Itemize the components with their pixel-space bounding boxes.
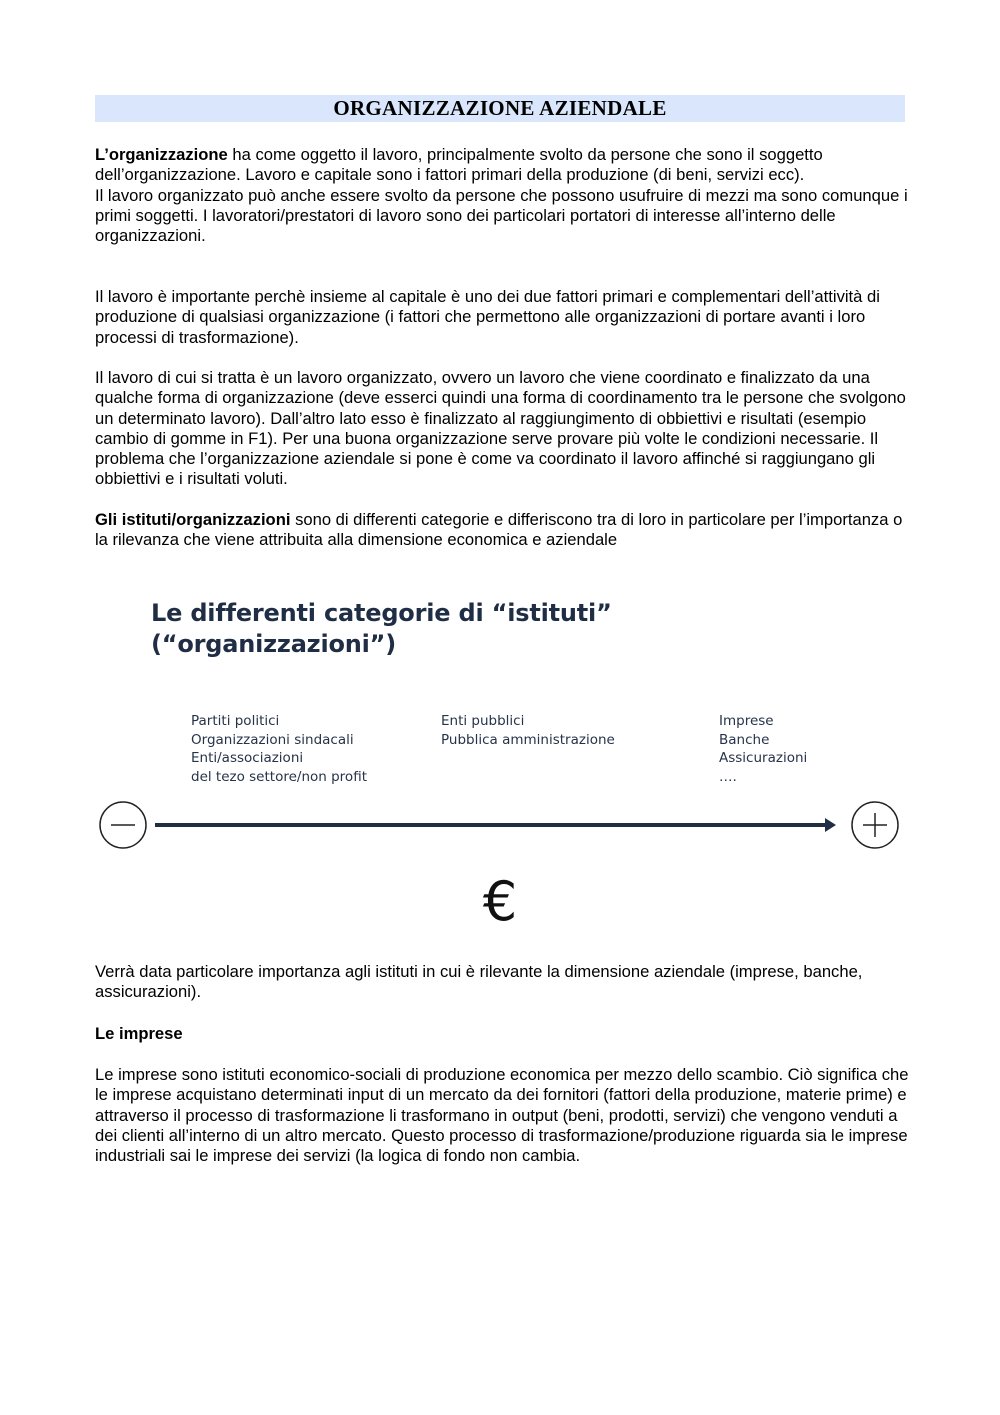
istituti-text-container (95, 510, 910, 551)
category-item: Imprese (719, 713, 774, 729)
intro-bold-term: L’organizzazione (95, 145, 228, 164)
imprese-heading (95, 1024, 910, 1044)
category-item: …. (719, 768, 737, 785)
istituti-paragraph (95, 510, 910, 551)
categories-slide (95, 588, 905, 945)
page-title: ORGANIZZAZIONE AZIENDALE (95, 95, 905, 122)
category-item: Enti pubblici (441, 713, 525, 729)
intro-paragraph-2: Il lavoro organizzato può anche essere svolto da persone che possono usufruire di mezzi ma sono comunque i primi soggetti. I lavoratori/prestatori di lavoro sono dei particolari portatori di interesse all’interno delle organizzazioni. (95, 185, 908, 246)
istituti-text: sono di differenti categorie e differiscono tra di loro in particolare per l’importanza o la rilevanza che viene attribuita alla dimensione economica e aziendale (95, 510, 903, 550)
imprese-paragraph (95, 1065, 910, 1166)
arrow-head-icon (825, 818, 836, 832)
after-slide-paragraph (95, 962, 910, 1003)
intro-text: ha come oggetto il lavoro, principalmente svolto da persone che sono il soggetto dell’organizzazione. Lavoro e capitale sono i fattori primari della produzione (di beni, servizi ecc). (95, 145, 823, 185)
category-item: Banche (719, 731, 770, 748)
istituti-bold-term: Gli istituti/organizzazioni (95, 510, 291, 529)
intro-paragraph-1 (95, 145, 910, 186)
intro-section (95, 145, 910, 246)
slide-title-line-2: (“organizzazioni”) (151, 630, 397, 658)
imprese-heading-text: Le imprese (95, 1024, 183, 1043)
organized-work-text: Il lavoro di cui si tratta è un lavoro organizzato, ovvero un lavoro che viene coordinato e finalizzato da una qualche forma di organizzazione (deve esserci quindi una forma di coordinamento tra le persone che svolgono un determinato lavoro). Dall’altro lato esso è finalizzato al raggiungimento di obbiettivi e risultati (esempio cambio di gomme in F1). Per una buona organizzazione serve provare più volte le condizioni necessarie. Il problema che l’organizzazione aziendale si pone è come va coordinato il lavoro affinché si raggiungano gli obbiettivi e i risultati voluti. (95, 368, 906, 489)
imprese-text: Le imprese sono istituti economico-sociali di produzione economica per mezzo dello scambio. Ciò significa che le imprese acquistano determinati input di un mercato da dei fornitori (fattori della produzione, materie prime) e attraverso il processo di trasformazione li trasformano in output (beni, prodotti, servizi) che vengono venduti a dei clienti all’interno di un altro mercato. Questo processo di trasformazione/produzione riguarda sia le imprese industriali sai le imprese dei servizi (la logica di fondo non cambia. (95, 1065, 909, 1166)
slide-title-line-1: Le differenti categorie di “istituti” (151, 599, 612, 627)
after-slide-text: Verrà data particolare importanza agli istituti in cui è rilevante la dimensione aziendale (imprese, banche, assicurazioni). (95, 962, 863, 1002)
category-item: Enti/associazioni (191, 750, 304, 766)
importance-text: Il lavoro è importante perchè insieme al capitale è uno dei due fattori primari e complementari dell’attività di produzione di qualsiasi organizzazione (i fattori che permettono alle organizzazioni di portare avanti i loro processi di trasformazione). (95, 287, 880, 347)
category-item: Assicurazioni (719, 750, 808, 766)
imprese-heading-container (95, 1024, 910, 1044)
importance-paragraph (95, 287, 910, 348)
euro-icon: € (482, 870, 518, 933)
organized-work-paragraph (95, 368, 910, 490)
category-item: Organizzazioni sindacali (191, 731, 354, 748)
category-item: Pubblica amministrazione (441, 731, 615, 748)
category-item: Partiti politici (191, 713, 280, 729)
category-item: del tezo settore/non profit (191, 768, 367, 785)
